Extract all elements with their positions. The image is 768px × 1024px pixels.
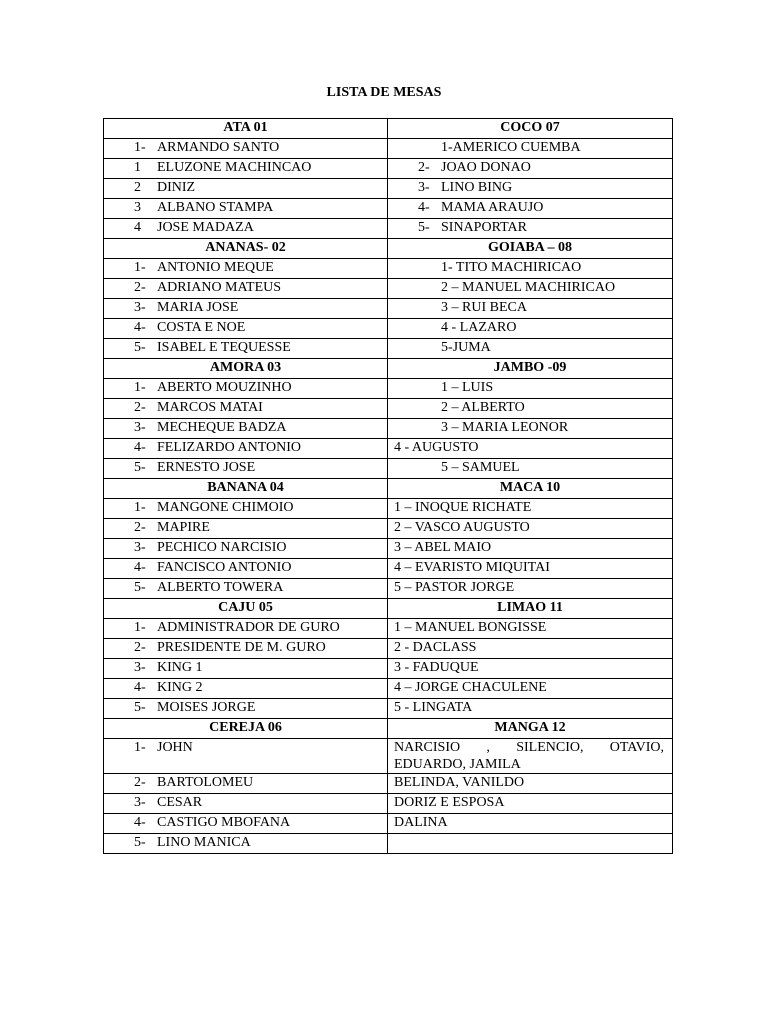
guest-name: 3 – RUI BECA [441, 300, 527, 315]
table-row [104, 379, 673, 399]
guest-cell-right [388, 739, 673, 774]
table-row [104, 319, 673, 339]
table-row [104, 699, 673, 719]
guest-cell-right [388, 139, 673, 159]
guest-name: 3 – MARIA LEONOR [441, 420, 569, 435]
table-row [104, 539, 673, 559]
guest-name: MARCOS MATAI [157, 400, 263, 415]
guest-cell-right [388, 659, 673, 679]
guest-name: ANTONIO MEQUE [157, 260, 274, 275]
guest-name: 5-JUMA [441, 340, 491, 355]
guest-cell-left [104, 519, 388, 539]
guest-cell-left [104, 379, 388, 399]
table-header-row [104, 239, 673, 259]
table-row [104, 399, 673, 419]
guest-name: JOAO DONAO [441, 160, 531, 175]
table-row [104, 499, 673, 519]
guest-name: KING 2 [157, 680, 203, 695]
table-header-row [104, 719, 673, 739]
table-row [104, 739, 673, 774]
mesa-header-left: BANANA 04 [104, 479, 388, 499]
guest-number: 4- [134, 320, 146, 335]
guest-cell-left [104, 159, 388, 179]
guest-name: COSTA E NOE [157, 320, 246, 335]
guest-cell-right [388, 179, 673, 199]
guest-name: KING 1 [157, 660, 203, 675]
guest-name: MOISES JORGE [157, 700, 256, 715]
guest-name: MANGONE CHIMOIO [157, 500, 294, 515]
table-row [104, 619, 673, 639]
guest-cell-left [104, 539, 388, 559]
table-row [104, 219, 673, 239]
guest-number: 2- [134, 520, 146, 535]
tables-list-body [104, 119, 673, 854]
guest-name: DALINA [394, 815, 448, 830]
guest-cell-left [104, 139, 388, 159]
guest-number: 2- [134, 400, 146, 415]
guest-cell-left [104, 639, 388, 659]
guest-name: 5 – SAMUEL [441, 460, 520, 475]
guest-cell-left [104, 319, 388, 339]
guest-name: 5 – PASTOR JORGE [394, 580, 515, 595]
guest-name: JOHN [157, 740, 193, 755]
guest-number: 2- [418, 160, 430, 175]
guest-name: 1 – MANUEL BONGISSE [394, 620, 547, 635]
table-row [104, 814, 673, 834]
guest-number: 4 [134, 220, 141, 235]
guest-name: JOSE MADAZA [157, 220, 254, 235]
table-row [104, 794, 673, 814]
guest-cell-left [104, 179, 388, 199]
mesa-header-right: GOIABA – 08 [388, 239, 673, 259]
guest-number: 5- [134, 460, 146, 475]
table-row [104, 439, 673, 459]
table-row [104, 419, 673, 439]
guest-cell-right [388, 794, 673, 814]
guest-number: 3- [134, 795, 146, 810]
mesa-header-right: LIMAO 11 [388, 599, 673, 619]
mesa-header-left: CEREJA 06 [104, 719, 388, 739]
table-row [104, 519, 673, 539]
guest-cell-right [388, 579, 673, 599]
guest-number: 1 [134, 160, 141, 175]
guest-number: 4- [134, 440, 146, 455]
guest-cell-right [388, 619, 673, 639]
guest-cell-left [104, 739, 388, 774]
guest-name: 3 – ABEL MAIO [394, 540, 492, 555]
mesa-header-right: COCO 07 [388, 119, 673, 139]
guest-number: 3- [134, 540, 146, 555]
guest-number: 5- [418, 220, 430, 235]
guest-cell-right [388, 319, 673, 339]
table-row [104, 139, 673, 159]
guest-number: 2- [134, 775, 146, 790]
guest-name: LINO MANICA [157, 835, 251, 850]
table-row [104, 459, 673, 479]
guest-name: NARCISIO , SILENCIO, OTAVIO, EDUARDO, JAMILA [394, 740, 664, 772]
guest-cell-left [104, 619, 388, 639]
guest-cell-right [388, 814, 673, 834]
guest-cell-left [104, 499, 388, 519]
table-row [104, 279, 673, 299]
table-row [104, 259, 673, 279]
guest-name: ELUZONE MACHINCAO [157, 160, 312, 175]
table-header-row [104, 479, 673, 499]
table-row [104, 199, 673, 219]
table-row [104, 679, 673, 699]
guest-name: FANCISCO ANTONIO [157, 560, 292, 575]
guest-cell-right [388, 459, 673, 479]
table-row [104, 774, 673, 794]
guest-name: ARMANDO SANTO [157, 140, 280, 155]
guest-cell-right [388, 639, 673, 659]
guest-cell-right [388, 259, 673, 279]
guest-cell-right [388, 699, 673, 719]
guest-name: 2 – MANUEL MACHIRICAO [441, 280, 616, 295]
guest-name: ISABEL E TEQUESSE [157, 340, 291, 355]
guest-cell-left [104, 339, 388, 359]
guest-cell-left [104, 699, 388, 719]
guest-number: 4- [134, 560, 146, 575]
guest-name: 3 - FADUQUE [394, 660, 479, 675]
guest-cell-left [104, 299, 388, 319]
guest-cell-left [104, 279, 388, 299]
table-header-row [104, 119, 673, 139]
guest-cell-right [388, 499, 673, 519]
document-title: LISTA DE MESAS [326, 85, 442, 100]
mesa-header-left: ATA 01 [104, 119, 388, 139]
guest-cell-right [388, 774, 673, 794]
guest-cell-left [104, 559, 388, 579]
guest-number: 3- [418, 180, 430, 195]
guest-name: 2 – ALBERTO [441, 400, 525, 415]
guest-cell-right [388, 519, 673, 539]
guest-name: PRESIDENTE DE M. GURO [157, 640, 326, 655]
mesa-header-right: MACA 10 [388, 479, 673, 499]
guest-cell-right [388, 679, 673, 699]
guest-number: 1- [134, 620, 146, 635]
guest-number: 5- [134, 700, 146, 715]
guest-name: CASTIGO MBOFANA [157, 815, 291, 830]
guest-name: FELIZARDO ANTONIO [157, 440, 302, 455]
mesa-header-right: MANGA 12 [388, 719, 673, 739]
guest-cell-left [104, 419, 388, 439]
guest-number: 1- [134, 260, 146, 275]
guest-name: DINIZ [157, 180, 196, 195]
guest-name: ADMINISTRADOR DE GURO [157, 620, 340, 635]
guest-name: LINO BING [441, 180, 513, 195]
guest-number: 4- [418, 200, 430, 215]
guest-cell-right [388, 399, 673, 419]
table-row [104, 659, 673, 679]
guest-cell-left [104, 679, 388, 699]
guest-cell-left [104, 659, 388, 679]
table-row [104, 579, 673, 599]
guest-cell-right [388, 439, 673, 459]
guest-cell-right [388, 379, 673, 399]
guest-number: 3- [134, 660, 146, 675]
mesa-header-left: AMORA 03 [104, 359, 388, 379]
guest-cell-left [104, 834, 388, 854]
guest-number: 4- [134, 815, 146, 830]
guest-name: 1 – LUIS [441, 380, 494, 395]
table-header-row [104, 359, 673, 379]
guest-number: 4- [134, 680, 146, 695]
guest-name: 1- TITO MACHIRICAO [441, 260, 582, 275]
guest-cell-right [388, 279, 673, 299]
guest-cell-right [388, 299, 673, 319]
guest-name: CESAR [157, 795, 203, 810]
table-row [104, 299, 673, 319]
table-row [104, 159, 673, 179]
guest-name: 1 – INOQUE RICHATE [394, 500, 532, 515]
guest-number: 5- [134, 340, 146, 355]
guest-name: 4 - LAZARO [441, 320, 517, 335]
guest-cell-right [388, 339, 673, 359]
guest-number: 3- [134, 420, 146, 435]
guest-number: 1- [134, 380, 146, 395]
guest-cell-left [104, 259, 388, 279]
guest-number: 1- [134, 140, 146, 155]
guest-name: BARTOLOMEU [157, 775, 254, 790]
table-header-row [104, 599, 673, 619]
guest-number: 1- [134, 740, 146, 755]
guest-cell-right [388, 539, 673, 559]
table-row [104, 834, 673, 854]
guest-cell-left [104, 439, 388, 459]
guest-name: ALBERTO TOWERA [157, 580, 284, 595]
guest-name: 2 - DACLASS [394, 640, 477, 655]
guest-name: ERNESTO JOSE [157, 460, 256, 475]
guest-cell-right [388, 219, 673, 239]
guest-cell-left [104, 579, 388, 599]
guest-name: MARIA JOSE [157, 300, 239, 315]
guest-name: 2 – VASCO AUGUSTO [394, 520, 530, 535]
guest-name: MAMA ARAUJO [441, 200, 544, 215]
guest-number: 3 [134, 200, 141, 215]
guest-cell-right [388, 159, 673, 179]
guest-name: 4 - AUGUSTO [394, 440, 479, 455]
table-row [104, 639, 673, 659]
table-row [104, 559, 673, 579]
guest-name: 5 - LINGATA [394, 700, 473, 715]
table-row [104, 179, 673, 199]
guest-cell-left [104, 399, 388, 419]
mesa-header-right: JAMBO -09 [388, 359, 673, 379]
guest-number: 5- [134, 580, 146, 595]
guest-name: MAPIRE [157, 520, 210, 535]
guest-name: ADRIANO MATEUS [157, 280, 282, 295]
guest-number: 1- [134, 500, 146, 515]
guest-cell-right [388, 419, 673, 439]
guest-cell-left [104, 774, 388, 794]
mesa-header-left: ANANAS- 02 [104, 239, 388, 259]
guest-name: ALBANO STAMPA [157, 200, 274, 215]
guest-number: 2 [134, 180, 141, 195]
guest-number: 2- [134, 280, 146, 295]
guest-cell-left [104, 199, 388, 219]
guest-cell-left [104, 814, 388, 834]
guest-name: MECHEQUE BADZA [157, 420, 287, 435]
guest-name: 4 – JORGE CHACULENE [394, 680, 547, 695]
guest-name: DORIZ E ESPOSA [394, 795, 505, 810]
guest-name: BELINDA, VANILDO [394, 775, 525, 790]
guest-number: 2- [134, 640, 146, 655]
tables-list [103, 118, 673, 854]
guest-cell-left [104, 459, 388, 479]
guest-name: 4 – EVARISTO MIQUITAI [394, 560, 550, 575]
table-row [104, 339, 673, 359]
guest-name: PECHICO NARCISIO [157, 540, 287, 555]
guest-name: 1-AMERICO CUEMBA [441, 140, 581, 155]
guest-name: ABERTO MOUZINHO [157, 380, 292, 395]
guest-cell-right [388, 559, 673, 579]
guest-cell-right [388, 199, 673, 219]
guest-number: 5- [134, 835, 146, 850]
guest-name: SINAPORTAR [441, 220, 527, 235]
guest-cell-left [104, 794, 388, 814]
mesa-header-left: CAJU 05 [104, 599, 388, 619]
guest-cell-right [388, 834, 673, 854]
guest-cell-left [104, 219, 388, 239]
guest-number: 3- [134, 300, 146, 315]
